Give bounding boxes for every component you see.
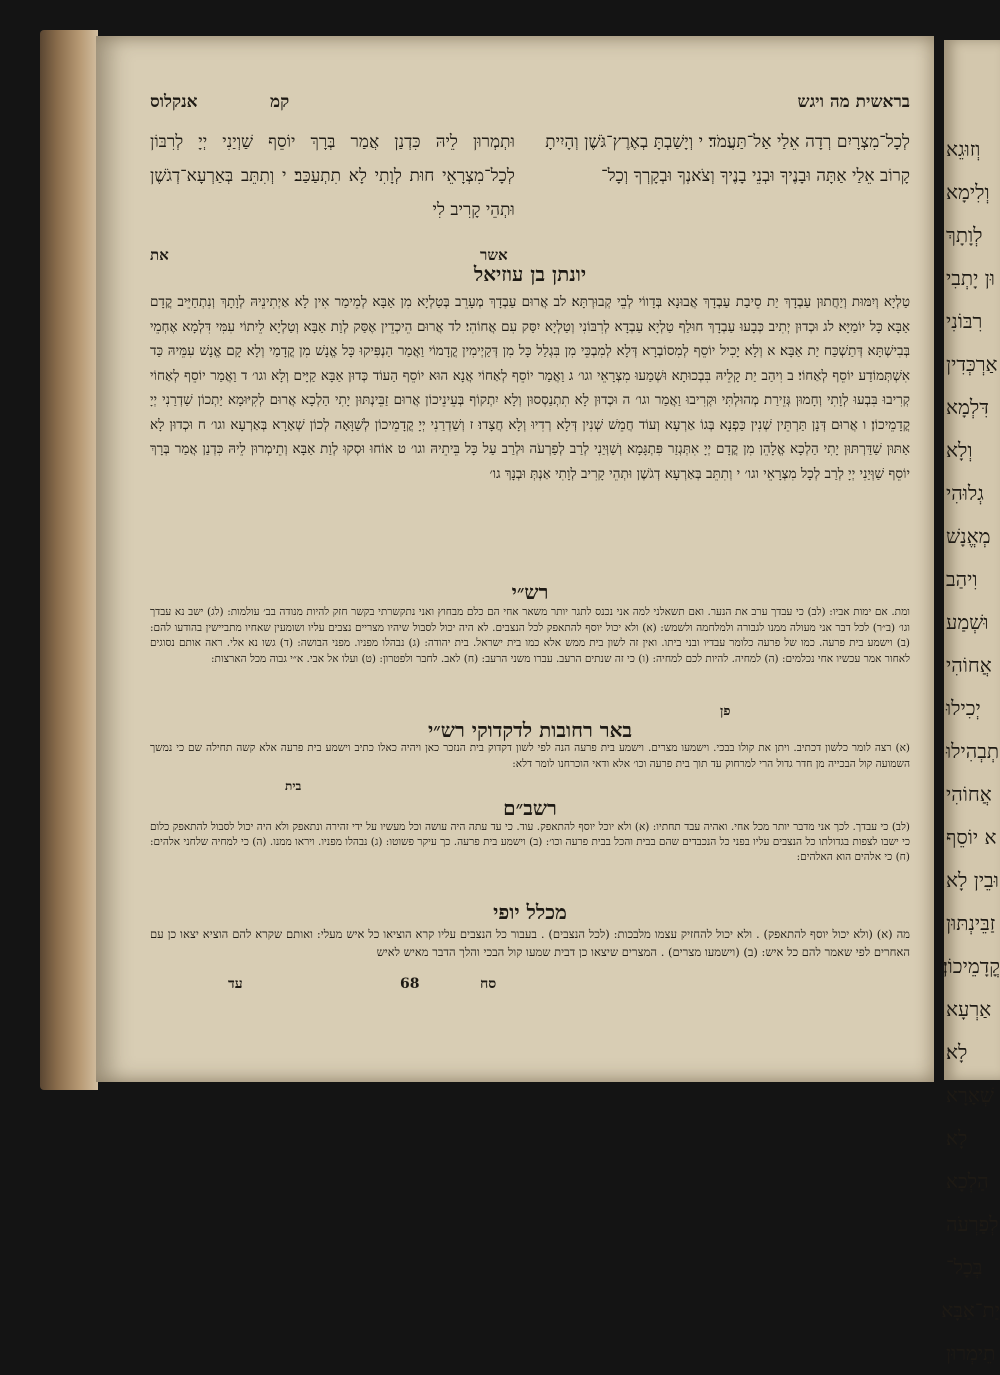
next-page-line: לָא׃ — [946, 1040, 968, 1064]
yonatan-title: יונתן בן עוזיאל — [473, 262, 587, 286]
rashi-catchword: פן — [720, 704, 731, 719]
yonatan-text: טַלְיָא וְיִמּוּת וְיַחֲתוּן עַבְדָךְ יַת סֵיבַת עַבְדָךְ אֲבוּנָא בְּדָווֹי לְבֵי קְבוּרְתָּא׃ לב אֲרוּם עַבְדָךְ מְעָרֵב בְּטַלְיָא מִן אַבָּא לְמֵימַר אִין לָא אַיְתִינֵיהּ לְוָתָךְ וְנִתְחַיֵּיב קֳדָם אַבָּא כָּל יוֹמַיָּא׃ לג וּכְדוּן יְתִיב כְּבָעוּ עַבְדָךְ חוּלַף טַלְיָא עַבְדָא לְרִבּוֹנִי וְטַלְיָא יִסַּק עִם אֲחוֹהִי׃ לד אֲרוּם הֵיכְדֵין אֶסַּק לְוַת אַבָּא וְטַלְיָא לֵיתוֹי עִמִּי דִּלְמָא אֶחְמֵי בְּבִישְׁתָּא דְּתַשְׁכַּח יַת אַבָּא׃ א וְלָא יָכִיל יוֹסֵף לְמִסוֹבְרָא דְּלָא לְמִבְכֵּי מִן בִּגְלַל כָּל מִן דְּקַיְימִין קֳדָמוֹי וַאֲמַר הַנְפִּיקוּ כָּל אֱנָשׁ מִן קֳדָמַי וְלָא קָם אֱנָשׁ עִמֵּיהּ כַּד אִשְׁתְּמוֹדַע יוֹסֵף לְאַחוֹי׃ ב וִיהַב יַת קָלֵיהּ בִּבְכוּתָא וּשְׁמַעוּ מִצְרָאֵי וגו׳ ג וַאֲמַר יוֹסֵף לְאַחוֹי אֲנָא הוּא יוֹסֵף הַעוֹד כְּדוּן אַבָּא קַיָּים וְלָא וגו׳ ד וַאֲמַר יוֹסֵף לְאַחוֹי קְרִיבוּ בִּבְעוּ לְוָתִי וְחָמוּן גְּזֵירַת מְהוּלְתִּי וּקְרִיבוּ וַאֲמַר וגו׳ ה וּכְדוּן לָא תִתְנַסְסוּן וְלָא יִתְקוֹף בְּעֵינֵיכוֹן אֲרוּם זַבֵּינְתּוּן יָתִי הַלְכָא אֲרוּם לְקִיּוּמָא יַתְכוֹן שַׁדְרַנִי יְיָ קֳדָמֵיכוֹן׃ ו אֲרוּם דְּנָן תַּרְתֵּין שְׁנִין כַּפְנָא בְּגוֹ אַרְעָא וְעוֹד חֲמֵשׁ שְׁנִין דְּלָא רְדִיוּ וְלָא חֲצָדוּ׃ ז וְשַׁדְרַנִי יְיָ קֳדָמֵיכוֹן לְשַׁוָּאָה לְכוֹן שְׁאָרָא בְּאַרְעָא וגו׳ ח וּכְדוּן לָא אַתּוּן שַׁדַּרְתּוּן יָתִי הַלְכָא אֱלָהֵן מִן קֳדָם יְיָ אִתְּגְזַר פִּתְגָּמָא וְשַׁוְּיַנִי לְרַב לְפַרְעֹה וּלְרַב עַל כָּל בֵּיתֵיהּ וגו׳ ט אוֹחוּ וּסְקוּ לְוַת אַבָּא וְתֵימְרוּן לֵיהּ כִּדְנַן אֲמַר בְּרָךְ יוֹסֵף שַׁוְּיַנִי יְיָ לְרַב לְכָל מִצְרָאֵי וגו׳ י וְתִתֵּב בְּאַרְעָא דְגֹשֶׁן וּתְהֵי קָרִיב לְוָתִי אַנְתְּ וּבְנָךְ גו׳ — [150, 294, 910, 482]
hebrew-page-number: סח — [480, 976, 497, 992]
next-page-line: אַרְכְּדִין — [946, 352, 998, 376]
torah-catchword: אשר — [480, 246, 508, 264]
next-page-line: לְפַרְעֹה — [946, 1212, 999, 1236]
onkelos-catchword: את — [150, 246, 169, 264]
rashi-title: רש״י — [511, 580, 549, 604]
next-page-line: וְזוּגֵא — [946, 137, 981, 161]
next-page-line: מְאֱנָשׁ — [946, 524, 991, 548]
onkelos-text: וּתְמְרוּן לֵיהּ כִּדְנַן אֲמַר בְּרָךְ יוֹסֵף שַׁוְיַנִי יְיָ לְרִבּוֹן לְכָל־מִצְרָאֵי חוּת לְוָתִי לָא תִתְעַכַּב׃ י וְתִתֵּב בְּאַרְעָא־דְגֹשֶׁן וּתְהֵי קָרִיב לִי — [150, 132, 515, 220]
beer-catchword: בית — [285, 779, 302, 793]
next-page-line: וּשְׁמַע — [946, 610, 989, 634]
next-page-line: בְּכָל־ — [946, 1255, 983, 1279]
mikhlal-yofi-text: מה (א) (ולא יכול יוסף להתאפק) . ולא יכול להחזיק עצמו מלבכות: (לכל הנצבים) . בעבור כל הנצבים עליו קרא הוציאו כל איש מעלי: ואותם שקרא להם הוציא יצאו כן עם האחרים לפי שאמר להם כל איש: (ב) (וישמעו מצרים) . המצרים שיצאו כן דבית שמעו קול הבכי והלך הדבר מאיש לאיש — [150, 927, 910, 959]
next-page-line: א יוֹסֵף — [946, 825, 997, 849]
next-page-line: תְבְהִילוּ — [946, 739, 1000, 763]
header-left-page: קמ — [270, 92, 290, 112]
next-page-line: יַת־אַבָּא — [941, 1298, 1000, 1322]
page-footer — [150, 976, 910, 1000]
main-text-columns — [150, 125, 910, 245]
next-page-line: תֵימְרוּן — [946, 1341, 996, 1365]
next-page-line: דִּלְמָא — [946, 395, 989, 419]
next-page-line: לְוָתָךְ — [946, 223, 983, 247]
rashi-text: ומת. אם ימות אביו: (לב) כי עבדך ערב את הנער. ואם תשאלני למה אני נכנס לתגר יותר משאר אחי הם כלם מבחוץ ואני נתקשרתי בקשר חזק להיות מנודה בב׳ עולמות: (לג) ישב נא עבדך וגו׳ (ב״ר) לכל דבר אני מעולה ממנו לגבורה ולמלחמה ולשמש: (א) ולא יכול יוסף להתאפק לכל הנצבים. לא היה יכול לסבול שיהיו מצריים נצבים עליו ושומעין שאחיו מתביישין בהודעו להם: (ב) וישמע בית פרעה. כמו של פרעה כלומר עבדיו ובני ביתו. ואין זה לשון בית ממש אלא כמו בית ישראל. בית יהודה: (ג) נבהלו מפניו. מפני הבושה: (ד) גשו נא אלי. ראה אותם נסוגים לאחור אמר עכשיו אחי נכלמים: (ה) למחיה. להיות לכם למחיה: (ו) כי זה שנתים הרעב. עברו משני הרעב: (ח) לאב. לחבר ולפטרון: (ט) ועלו אל אבי. א״י גבוה מכל הארצות: — [150, 606, 910, 665]
header-right: בראשית מה ויגש — [797, 92, 910, 112]
next-page-line: יְכִילוּ — [946, 696, 981, 720]
next-page-line: אֲחוֹהִי — [946, 653, 992, 677]
next-page-line: קֳדָמֵיכוֹן׃ — [942, 954, 1000, 978]
next-page-line: הַלְכָא — [946, 1169, 989, 1193]
next-page-edge — [941, 40, 1000, 1365]
running-header — [150, 92, 910, 122]
book-spine — [40, 30, 98, 1090]
rashbam-text: (לב) כי עבדך. לכך אני מדבר יותר מכל אחי. ואהיה עבד תחתיו: (א) ולא יוכל יוסף להתאפק. עוד. כי עד עתה היה עושה וכל מעשיו על ידי זהירה ונתאפק ולא היה יכול לסבול להתאפק כלום כי ישבו לצפות בגדולתו כל הנצבים עליו בפני כל הנכבדים שהם בבית והכל בבית פרעה וכו׳: (ב) וישמע בית פרעה. כך עיקר פשוטו: (ג) נבהלו מפניו. ויראו ממנו. (ה) כי למחיה שלחני אלהים: (ח) כי אלהים הוא האלהים: — [150, 821, 910, 863]
next-page-line: שְׁאָרָא — [946, 1083, 994, 1107]
next-page-line: לָא׃ — [946, 1126, 968, 1150]
header-left: אנקלוס — [150, 92, 198, 112]
next-page-line: אֲחוֹהִי — [946, 782, 992, 806]
page-number: 68 — [400, 976, 420, 992]
beer-title: באר רחובות — [539, 718, 633, 742]
next-page-lines — [941, 40, 1000, 1375]
next-page-line: וּן יָתְבִי — [946, 266, 995, 290]
next-page-line: וְלָא — [946, 438, 973, 462]
next-page-line: וִיהַב — [946, 567, 978, 591]
next-page-line: וּבֵין לָא — [946, 868, 999, 892]
next-page-line: גְלוּהִי — [946, 481, 984, 505]
beer-subtitle: לדקדוקי רש״י — [427, 718, 533, 742]
next-page-line: אַרְעָא — [946, 997, 992, 1021]
footer-catchword: עד — [228, 976, 243, 992]
next-page-line: וְלִימָא — [946, 180, 990, 204]
next-page-line: רִבּוֹנִי — [946, 309, 983, 333]
beer-rechovot-text: (א) רצה לומר כלשון דכתיב. ויתן את קולו בבכי. וישמעו מצרים. וישמע בית פרעה הנה לפי לשון דקדוק בית הנזכר כאן ויהיה כאלו כתיב וישמע בית פרעה אלא קשה תחילה שם כי נמשך השמועה קול הבכייה מן חדר גדול הרי למרחוק עד תוך בית פרעה וכו׳ אלא ודאי הוכרחנו לומר דלא: — [150, 742, 910, 770]
rashbam-title: רשב״ם — [503, 796, 557, 820]
torah-text: לְכָל־מִצְרָיִם רְדָה אֵלַי אַל־תַּעֲמֹד׃ י וְיָשַׁבְתָּ בְאֶרֶץ־גֹּשֶׁן וְהָיִיתָ קָרוֹב אֵלַי אַתָּה וּבָנֶיךָ וּבְנֵי בָנֶיךָ וְצֹאנְךָ וּבְקָרְךָ וְכָל־ — [545, 132, 910, 186]
next-page-line: זַבֵּינְתּוּן — [946, 911, 996, 935]
mikhlal-yofi-title: מכלל יופי — [493, 900, 567, 924]
